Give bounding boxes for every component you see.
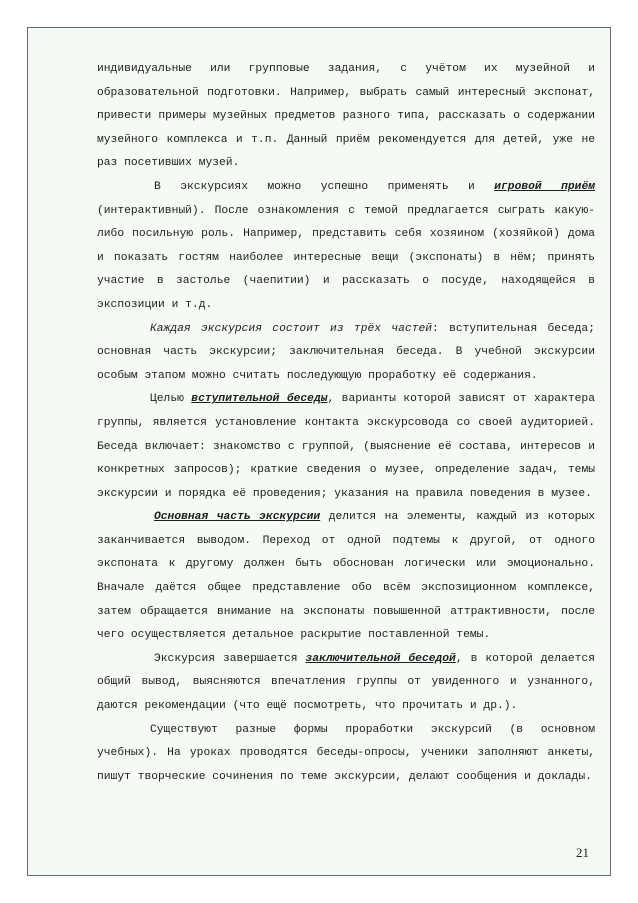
paragraph-6 [97, 648, 595, 719]
p4-emphasis: вступительной беседы [191, 393, 328, 406]
p7-text: Существуют разные формы проработки экскурсий (в основном учебных). На уроках проводятся беседы-опросы, ученики заполняют анкеты, пишут творческие сочинения по теме экскурсии, делают сообщения и доклады. [97, 723, 595, 783]
paragraph-2 [97, 176, 595, 318]
page-number: 21 [576, 845, 589, 860]
p4-text-after: , варианты которой зависят от характера группы, является установление контакта экскурсовода со своей аудиторией. Беседа включает: знакомство с группой, (выяснение её состава, интересов и конкретных запросов); краткие сведения о музее, определение задач, темы экскурсии и порядка её проведения; указания на правила поведения в музее. [97, 393, 595, 500]
p6-text-before: Экскурсия завершается [154, 652, 306, 665]
p6-text-after: , в которой делается общий вывод, выясняются впечатления группы от увиденного и узнанного, даются рекомендации (что ещё посмотреть, что прочитать и др.). [97, 652, 595, 713]
p6-emphasis: заключительной беседой [305, 652, 456, 665]
p1-text: индивидуальные или групповые задания, с учётом их музейной и образовательной подготовки. Например, выбрать самый интересный экспонат, привести примеры музейных предметов разного типа, рассказать о содержании музейного комплекса и т.п. Данный приём рекомендуется для детей, уже не раз посетивших музей. [97, 63, 595, 170]
paragraph-4 [97, 388, 595, 506]
paragraph-5 [97, 506, 595, 648]
p2-emphasis: игровой приём [494, 180, 596, 193]
p2-text-after: (интерактивный). После ознакомления с темой предлагается сыграть какую-либо посильную роль. Например, представить себя хозяином (хозяйкой) дома и показать гостям наиболее интересные вещи (экспонаты) в нём; принять участие в застолье (чаепитии) и рассказать о посуде, находящейся в экспозиции и т.д. [97, 204, 595, 311]
p3-emphasis: Каждая экскурсия состоит из трёх частей [150, 322, 433, 335]
document-page [27, 27, 611, 876]
body-text [97, 58, 595, 789]
paragraph-3 [97, 318, 595, 389]
p3-text-after: : вступительная беседа; основная часть экскурсии; заключительная беседа. В учебной экскурсии особым этапом можно считать последующую проработку её содержания. [97, 322, 595, 382]
paragraph-7 [97, 719, 595, 790]
p5-text-after: делится на элементы, каждый из которых заканчивается выводом. Переход от одной подтемы к другой, от одного экспоната к другому должен быть обоснован логически или эмоционально. Вначале даётся общее представление обо всём экспозиционном комплексе, затем обращается внимание на экспонаты повышенной аттрактивности, после чего осуществляется детальное раскрытие поставленной темы. [97, 511, 596, 642]
paragraph-1 [97, 58, 595, 176]
p5-emphasis: Основная часть экскурсии [154, 511, 321, 524]
p4-text-before: Целью [150, 393, 192, 406]
p2-text-before: В экскурсиях можно успешно применять и [154, 180, 495, 193]
